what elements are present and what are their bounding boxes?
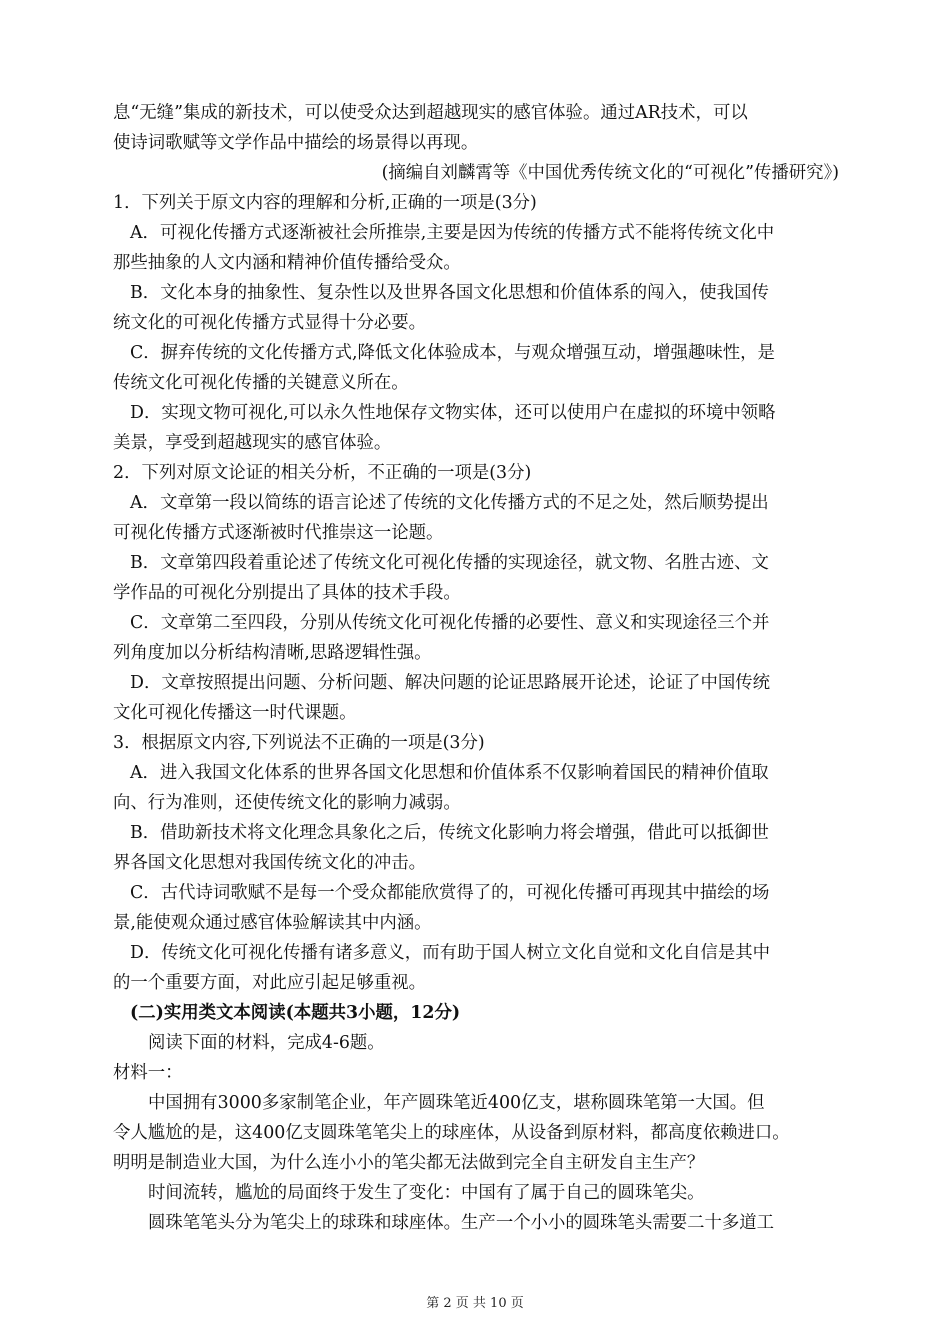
q1-option-a-cont: 那些抽象的人文内涵和精神价值传播给受众。 bbox=[113, 253, 461, 273]
intro-line: 息“无缝”集成的新技术，可以使受众达到超越现实的感官体验。通过AR技术，可以 bbox=[113, 103, 748, 123]
q3-option-d: D．传统文化可视化传播有诸多意义，而有助于国人树立文化自觉和文化自信是其中 bbox=[130, 943, 771, 963]
material-paragraph-3: 圆珠笔笔头分为笔尖上的球珠和球座体。生产一个小小的圆珠笔头需要二十多道工 bbox=[148, 1213, 775, 1233]
q3-option-c-cont: 景,能使观众通过感官体验解读其中内涵。 bbox=[113, 913, 432, 933]
q1-option-b: B．文化本身的抽象性、复杂性以及世界各国文化思想和价值体系的闯入，使我国传 bbox=[130, 283, 769, 303]
q1-option-a: A．可视化传播方式逐渐被社会所推崇,主要是因为传统的传播方式不能将传统文化中 bbox=[130, 223, 775, 243]
q2-option-c-cont: 列角度加以分析结构清晰,思路逻辑性强。 bbox=[113, 643, 432, 663]
material-paragraph-2: 时间流转，尴尬的局面终于发生了变化：中国有了属于自己的圆珠笔尖。 bbox=[148, 1183, 705, 1203]
q2-option-d: D．文章按照提出问题、分析问题、解决问题的论证思路展开论述，论证了中国传统 bbox=[130, 673, 771, 693]
q3-option-c: C．古代诗词歌赋不是每一个受众都能欣赏得了的，可视化传播可再现其中描绘的场 bbox=[130, 883, 770, 903]
q2-option-b: B．文章第四段着重论述了传统文化可视化传播的实现途径，就文物、名胜古迹、文 bbox=[130, 553, 769, 573]
source-citation: (摘编自刘麟霄等《中国优秀传统文化的“可视化”传播研究》) bbox=[381, 163, 839, 183]
material-paragraph-1-cont: 令人尴尬的是，这400亿支圆珠笔笔尖上的球座体，从设备到原材料，都高度依赖进口。 bbox=[113, 1123, 790, 1143]
q2-option-b-cont: 学作品的可视化分别提出了具体的技术手段。 bbox=[113, 583, 461, 603]
question-3-stem: 3．根据原文内容,下列说法不正确的一项是(3分) bbox=[113, 733, 485, 753]
material-paragraph-1: 中国拥有3000多家制笔企业，年产圆珠笔近400亿支，堪称圆珠笔第一大国。但 bbox=[148, 1093, 765, 1113]
material-paragraph-1-cont: 明明是制造业大国，为什么连小小的笔尖都无法做到完全自主研发自主生产？ bbox=[113, 1153, 705, 1173]
section-instruction: 阅读下面的材料，完成4-6题。 bbox=[148, 1033, 385, 1053]
q1-option-d: D．实现文物可视化,可以永久性地保存文物实体，还可以使用户在虚拟的环境中领略 bbox=[130, 403, 776, 423]
document-page bbox=[113, 98, 839, 1238]
q3-option-b-cont: 界各国文化思想对我国传统文化的冲击。 bbox=[113, 853, 427, 873]
q1-option-d-cont: 美景，享受到超越现实的感官体验。 bbox=[113, 433, 392, 453]
q3-option-b: B．借助新技术将文化理念具象化之后，传统文化影响力将会增强，借此可以抵御世 bbox=[130, 823, 769, 843]
q3-option-d-cont: 的一个重要方面，对此应引起足够重视。 bbox=[113, 973, 427, 993]
q2-option-d-cont: 文化可视化传播这一时代课题。 bbox=[113, 703, 357, 723]
q1-option-b-cont: 统文化的可视化传播方式显得十分必要。 bbox=[113, 313, 427, 333]
q3-option-a: A．进入我国文化体系的世界各国文化思想和价值体系不仅影响着国民的精神价值取 bbox=[130, 763, 769, 783]
page-footer: 第 2 页 共 10 页 bbox=[426, 1296, 524, 1311]
intro-line: 使诗词歌赋等文学作品中描绘的场景得以再现。 bbox=[113, 133, 479, 153]
section-heading: (二)实用类文本阅读(本题共3小题，12分) bbox=[130, 1003, 461, 1023]
question-2-stem: 2．下列对原文论证的相关分析，不正确的一项是(3分) bbox=[113, 463, 532, 483]
question-1-stem: 1．下列关于原文内容的理解和分析,正确的一项是(3分) bbox=[113, 193, 537, 213]
q3-option-a-cont: 向、行为准则，还使传统文化的影响力减弱。 bbox=[113, 793, 461, 813]
q1-option-c-cont: 传统文化可视化传播的关键意义所在。 bbox=[113, 373, 409, 393]
q2-option-a: A．文章第一段以简练的语言论述了传统的文化传播方式的不足之处，然后顺势提出 bbox=[130, 493, 769, 513]
q1-option-c: C．摒弃传统的文化传播方式,降低文化体验成本，与观众增强互动，增强趣味性，是 bbox=[130, 343, 775, 363]
q2-option-a-cont: 可视化传播方式逐渐被时代推崇这一论题。 bbox=[113, 523, 444, 543]
material-label: 材料一： bbox=[113, 1063, 183, 1083]
q2-option-c: C．文章第二至四段，分别从传统文化可视化传播的必要性、意义和实现途径三个并 bbox=[130, 613, 770, 633]
